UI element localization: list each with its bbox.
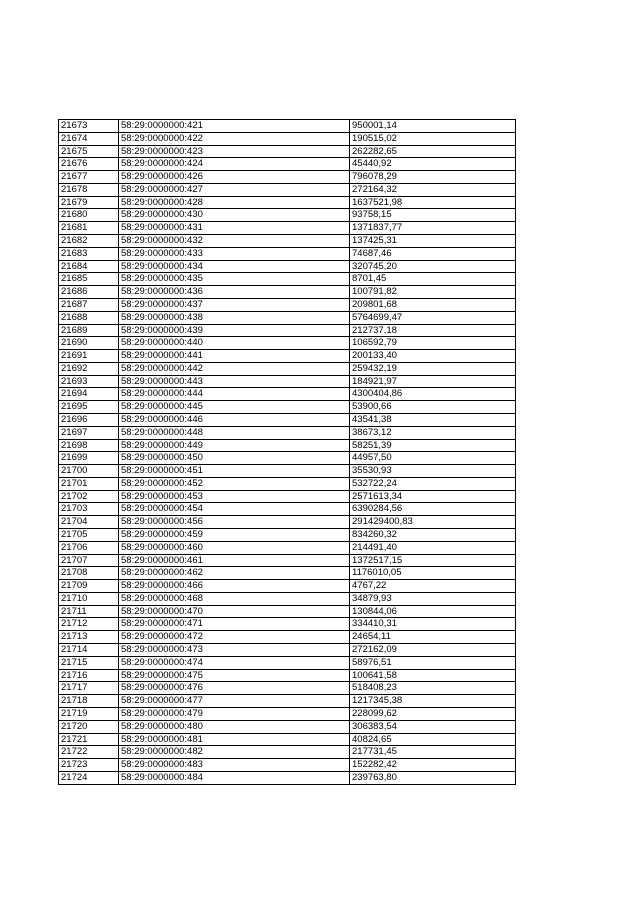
- cadastral-number-cell: 58:29:0000000:472: [119, 631, 350, 644]
- table-row: [59, 426, 516, 439]
- table-row: [59, 311, 516, 324]
- table-row: [59, 707, 516, 720]
- value-cell: 214491,40: [350, 541, 516, 554]
- cadastral-number-cell: 58:29:0000000:448: [119, 426, 350, 439]
- value-cell: 100791,82: [350, 286, 516, 299]
- value-cell: 1217345,38: [350, 695, 516, 708]
- value-cell: 272164,32: [350, 183, 516, 196]
- value-cell: 262282,65: [350, 145, 516, 158]
- value-cell: 8701,45: [350, 273, 516, 286]
- table-row: [59, 298, 516, 311]
- row-number-cell: 21706: [59, 541, 119, 554]
- value-cell: 796078,29: [350, 171, 516, 184]
- row-number-cell: 21723: [59, 759, 119, 772]
- row-number-cell: 21676: [59, 158, 119, 171]
- table-row: [59, 759, 516, 772]
- value-cell: 4767,22: [350, 580, 516, 593]
- table-row: [59, 465, 516, 478]
- row-number-cell: 21675: [59, 145, 119, 158]
- table-row: [59, 183, 516, 196]
- cadastral-number-cell: 58:29:0000000:479: [119, 707, 350, 720]
- table-row: [59, 631, 516, 644]
- value-cell: 152282,42: [350, 759, 516, 772]
- value-cell: 320745,20: [350, 260, 516, 273]
- row-number-cell: 21724: [59, 771, 119, 784]
- row-number-cell: 21694: [59, 388, 119, 401]
- cadastral-number-cell: 58:29:0000000:426: [119, 171, 350, 184]
- cadastral-number-cell: 58:29:0000000:453: [119, 490, 350, 503]
- table-row: [59, 388, 516, 401]
- cadastral-number-cell: 58:29:0000000:445: [119, 401, 350, 414]
- value-cell: 53900,66: [350, 401, 516, 414]
- cadastral-number-cell: 58:29:0000000:461: [119, 554, 350, 567]
- cadastral-number-cell: 58:29:0000000:427: [119, 183, 350, 196]
- cadastral-number-cell: 58:29:0000000:477: [119, 695, 350, 708]
- cadastral-number-cell: 58:29:0000000:450: [119, 452, 350, 465]
- value-cell: 228099,62: [350, 707, 516, 720]
- value-cell: 24654,11: [350, 631, 516, 644]
- cadastral-number-cell: 58:29:0000000:435: [119, 273, 350, 286]
- value-cell: 184921,97: [350, 375, 516, 388]
- row-number-cell: 21695: [59, 401, 119, 414]
- cadastral-number-cell: 58:29:0000000:437: [119, 298, 350, 311]
- row-number-cell: 21692: [59, 362, 119, 375]
- value-cell: 1637521,98: [350, 196, 516, 209]
- table-row: [59, 644, 516, 657]
- table-body: [59, 120, 516, 785]
- cadastral-number-cell: 58:29:0000000:446: [119, 413, 350, 426]
- cadastral-number-cell: 58:29:0000000:440: [119, 337, 350, 350]
- cadastral-number-cell: 58:29:0000000:434: [119, 260, 350, 273]
- value-cell: 209801,68: [350, 298, 516, 311]
- cadastral-number-cell: 58:29:0000000:449: [119, 439, 350, 452]
- table-row: [59, 247, 516, 260]
- row-number-cell: 21679: [59, 196, 119, 209]
- table-row: [59, 733, 516, 746]
- row-number-cell: 21720: [59, 720, 119, 733]
- table-row: [59, 145, 516, 158]
- cadastral-number-cell: 58:29:0000000:444: [119, 388, 350, 401]
- cadastral-number-cell: 58:29:0000000:442: [119, 362, 350, 375]
- cadastral-number-cell: 58:29:0000000:438: [119, 311, 350, 324]
- row-number-cell: 21684: [59, 260, 119, 273]
- value-cell: 1176010,05: [350, 567, 516, 580]
- row-number-cell: 21710: [59, 592, 119, 605]
- row-number-cell: 21699: [59, 452, 119, 465]
- row-number-cell: 21707: [59, 554, 119, 567]
- cadastral-number-cell: 58:29:0000000:473: [119, 644, 350, 657]
- table-row: [59, 746, 516, 759]
- value-cell: 43541,38: [350, 413, 516, 426]
- cadastral-number-cell: 58:29:0000000:456: [119, 516, 350, 529]
- value-cell: 2571613,34: [350, 490, 516, 503]
- table-row: [59, 541, 516, 554]
- row-number-cell: 21697: [59, 426, 119, 439]
- row-number-cell: 21716: [59, 669, 119, 682]
- row-number-cell: 21685: [59, 273, 119, 286]
- value-cell: 130844,06: [350, 605, 516, 618]
- value-cell: 5764699,47: [350, 311, 516, 324]
- table-row: [59, 337, 516, 350]
- row-number-cell: 21711: [59, 605, 119, 618]
- row-number-cell: 21703: [59, 503, 119, 516]
- table-row: [59, 567, 516, 580]
- row-number-cell: 21681: [59, 222, 119, 235]
- row-number-cell: 21704: [59, 516, 119, 529]
- table-row: [59, 682, 516, 695]
- value-cell: 106592,79: [350, 337, 516, 350]
- cadastral-number-cell: 58:29:0000000:452: [119, 477, 350, 490]
- row-number-cell: 21689: [59, 324, 119, 337]
- cadastral-number-cell: 58:29:0000000:480: [119, 720, 350, 733]
- table-row: [59, 669, 516, 682]
- value-cell: 334410,31: [350, 618, 516, 631]
- row-number-cell: 21713: [59, 631, 119, 644]
- value-cell: 200133,40: [350, 350, 516, 363]
- row-number-cell: 21712: [59, 618, 119, 631]
- value-cell: 259432,19: [350, 362, 516, 375]
- table-row: [59, 580, 516, 593]
- table-row: [59, 209, 516, 222]
- value-cell: 291429400,83: [350, 516, 516, 529]
- row-number-cell: 21719: [59, 707, 119, 720]
- value-cell: 58251,39: [350, 439, 516, 452]
- cadastral-number-cell: 58:29:0000000:482: [119, 746, 350, 759]
- row-number-cell: 21705: [59, 529, 119, 542]
- value-cell: 1371837,77: [350, 222, 516, 235]
- table-row: [59, 222, 516, 235]
- row-number-cell: 21709: [59, 580, 119, 593]
- cadastral-number-cell: 58:29:0000000:462: [119, 567, 350, 580]
- row-number-cell: 21690: [59, 337, 119, 350]
- table-row: [59, 618, 516, 631]
- value-cell: 212737,18: [350, 324, 516, 337]
- cadastral-number-cell: 58:29:0000000:481: [119, 733, 350, 746]
- cadastral-number-cell: 58:29:0000000:428: [119, 196, 350, 209]
- row-number-cell: 21691: [59, 350, 119, 363]
- value-cell: 6390284,56: [350, 503, 516, 516]
- table-row: [59, 196, 516, 209]
- value-cell: 950001,14: [350, 120, 516, 133]
- value-cell: 217731,45: [350, 746, 516, 759]
- value-cell: 93758,15: [350, 209, 516, 222]
- cadastral-number-cell: 58:29:0000000:432: [119, 235, 350, 248]
- value-cell: 137425,31: [350, 235, 516, 248]
- row-number-cell: 21696: [59, 413, 119, 426]
- table-row: [59, 605, 516, 618]
- table-row: [59, 413, 516, 426]
- value-cell: 45440,92: [350, 158, 516, 171]
- cadastral-number-cell: 58:29:0000000:476: [119, 682, 350, 695]
- value-cell: 518408,23: [350, 682, 516, 695]
- row-number-cell: 21678: [59, 183, 119, 196]
- table-row: [59, 132, 516, 145]
- table-row: [59, 592, 516, 605]
- table-row: [59, 260, 516, 273]
- table-row: [59, 452, 516, 465]
- cadastral-number-cell: 58:29:0000000:423: [119, 145, 350, 158]
- cadastral-number-cell: 58:29:0000000:460: [119, 541, 350, 554]
- value-cell: 239763,80: [350, 771, 516, 784]
- row-number-cell: 21674: [59, 132, 119, 145]
- cadastral-number-cell: 58:29:0000000:431: [119, 222, 350, 235]
- value-cell: 74687,46: [350, 247, 516, 260]
- row-number-cell: 21673: [59, 120, 119, 133]
- value-cell: 34879,93: [350, 592, 516, 605]
- cadastral-number-cell: 58:29:0000000:421: [119, 120, 350, 133]
- row-number-cell: 21688: [59, 311, 119, 324]
- table-row: [59, 516, 516, 529]
- table-row: [59, 656, 516, 669]
- row-number-cell: 21687: [59, 298, 119, 311]
- value-cell: 35530,93: [350, 465, 516, 478]
- cadastral-number-cell: 58:29:0000000:468: [119, 592, 350, 605]
- cadastral-number-cell: 58:29:0000000:451: [119, 465, 350, 478]
- value-cell: 38673,12: [350, 426, 516, 439]
- row-number-cell: 21708: [59, 567, 119, 580]
- table-row: [59, 324, 516, 337]
- row-number-cell: 21702: [59, 490, 119, 503]
- row-number-cell: 21677: [59, 171, 119, 184]
- row-number-cell: 21700: [59, 465, 119, 478]
- value-cell: 58976,51: [350, 656, 516, 669]
- value-cell: 44957,50: [350, 452, 516, 465]
- table-row: [59, 350, 516, 363]
- row-number-cell: 21686: [59, 286, 119, 299]
- table-row: [59, 439, 516, 452]
- row-number-cell: 21698: [59, 439, 119, 452]
- data-table: [58, 119, 516, 785]
- cadastral-number-cell: 58:29:0000000:443: [119, 375, 350, 388]
- table-row: [59, 477, 516, 490]
- cadastral-number-cell: 58:29:0000000:424: [119, 158, 350, 171]
- value-cell: 190515,02: [350, 132, 516, 145]
- cadastral-number-cell: 58:29:0000000:441: [119, 350, 350, 363]
- row-number-cell: 21717: [59, 682, 119, 695]
- table-row: [59, 490, 516, 503]
- value-cell: 4300404,86: [350, 388, 516, 401]
- cadastral-number-cell: 58:29:0000000:466: [119, 580, 350, 593]
- table-row: [59, 235, 516, 248]
- table-row: [59, 273, 516, 286]
- table-row: [59, 362, 516, 375]
- row-number-cell: 21714: [59, 644, 119, 657]
- cadastral-number-cell: 58:29:0000000:436: [119, 286, 350, 299]
- cadastral-number-cell: 58:29:0000000:474: [119, 656, 350, 669]
- cadastral-number-cell: 58:29:0000000:470: [119, 605, 350, 618]
- cadastral-number-cell: 58:29:0000000:484: [119, 771, 350, 784]
- cadastral-number-cell: 58:29:0000000:471: [119, 618, 350, 631]
- table-row: [59, 375, 516, 388]
- cadastral-number-cell: 58:29:0000000:475: [119, 669, 350, 682]
- table-row: [59, 771, 516, 784]
- table-row: [59, 503, 516, 516]
- value-cell: 306383,54: [350, 720, 516, 733]
- cadastral-number-cell: 58:29:0000000:422: [119, 132, 350, 145]
- row-number-cell: 21701: [59, 477, 119, 490]
- value-cell: 532722,24: [350, 477, 516, 490]
- table-row: [59, 529, 516, 542]
- cadastral-number-cell: 58:29:0000000:483: [119, 759, 350, 772]
- value-cell: 1372517,15: [350, 554, 516, 567]
- table-row: [59, 158, 516, 171]
- row-number-cell: 21721: [59, 733, 119, 746]
- value-cell: 100641,58: [350, 669, 516, 682]
- table-row: [59, 171, 516, 184]
- cadastral-number-cell: 58:29:0000000:433: [119, 247, 350, 260]
- cadastral-number-cell: 58:29:0000000:459: [119, 529, 350, 542]
- value-cell: 40824,65: [350, 733, 516, 746]
- row-number-cell: 21680: [59, 209, 119, 222]
- table-row: [59, 120, 516, 133]
- cadastral-number-cell: 58:29:0000000:454: [119, 503, 350, 516]
- row-number-cell: 21722: [59, 746, 119, 759]
- value-cell: 272162,09: [350, 644, 516, 657]
- row-number-cell: 21683: [59, 247, 119, 260]
- row-number-cell: 21715: [59, 656, 119, 669]
- value-cell: 834260,32: [350, 529, 516, 542]
- table-row: [59, 401, 516, 414]
- cadastral-number-cell: 58:29:0000000:439: [119, 324, 350, 337]
- row-number-cell: 21718: [59, 695, 119, 708]
- cadastral-number-cell: 58:29:0000000:430: [119, 209, 350, 222]
- row-number-cell: 21693: [59, 375, 119, 388]
- row-number-cell: 21682: [59, 235, 119, 248]
- table-row: [59, 554, 516, 567]
- table-row: [59, 286, 516, 299]
- table-row: [59, 695, 516, 708]
- table-row: [59, 720, 516, 733]
